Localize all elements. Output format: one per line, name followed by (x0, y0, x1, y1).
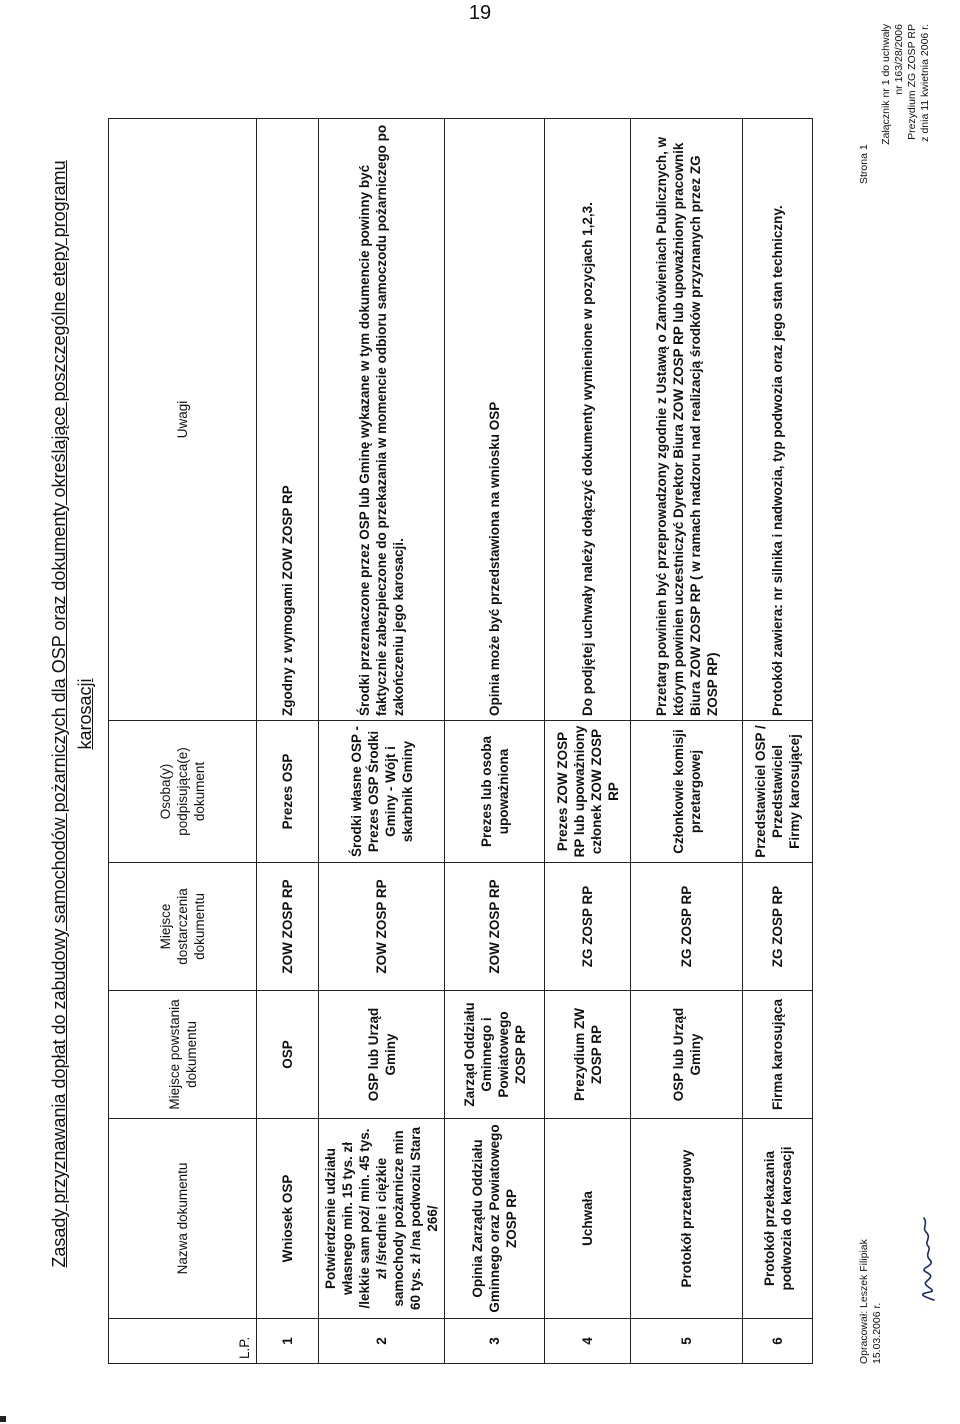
cell-uwagi: Protokół zawiera: nr silnika i nadwozia, typ podwozia oraz jego stan techniczny. (743, 119, 813, 721)
cell-miejsce: OSP lub Urząd Gminy (319, 991, 445, 1119)
title-line-2: karosacji (75, 678, 95, 750)
table-row (545, 119, 631, 1364)
table-header-row (109, 119, 257, 1364)
cell-uwagi: Do podjętej uchwały należy dołączyć dokumenty wymienione w pozycjach 1,2,3. (545, 119, 631, 721)
cell-miejsce: Prezydium ZW ZOSP RP (545, 991, 631, 1119)
cell-osoba: Przedstawiciel OSP / Przedstawiciel Firmy karosującej (743, 721, 813, 863)
cell-uwagi: Opinia może być przedstawiona na wniosku OSP (445, 119, 545, 721)
table-row (319, 119, 445, 1364)
documents-table (108, 118, 813, 1364)
cell-osoba: Członkowie komisji przetargowej (631, 721, 743, 863)
scan-mark (0, 1416, 6, 1422)
cell-dostarczenia: ZOW ZOSP RP (319, 863, 445, 991)
cell-uwagi: Zgodny z wymogami ZOW ZOSP RP (257, 119, 319, 721)
footer-date: 15.03.2006 r. (871, 1302, 883, 1364)
cell-lp: 1 (257, 1319, 319, 1364)
table-row (631, 119, 743, 1364)
cell-dostarczenia: ZG ZOSP RP (743, 863, 813, 991)
cell-nazwa: Potwierdzenie udziału własnego min. 15 tys. zł /lekkie sam poż/ min. 45 tys. zł /średnie i ciężkie samochody pożarnicze min 60 tys. zł /na podwoziu Stara 266/ (319, 1119, 445, 1319)
cell-lp: 3 (445, 1319, 545, 1364)
cell-miejsce: OSP lub Urząd Gminy (631, 991, 743, 1119)
header-nazwa: Nazwa dokumentu (109, 1119, 257, 1319)
table-row (445, 119, 545, 1364)
cell-miejsce: Zarząd Oddziału Gminnego i Powiatowego ZOSP RP (445, 991, 545, 1119)
table-row (257, 119, 319, 1364)
cell-osoba: Prezes OSP (257, 721, 319, 863)
header-lp: L.P. (109, 1319, 257, 1364)
cell-miejsce: Firma karosująca (743, 991, 813, 1119)
annex-line-2: nr 163/28/2006 (893, 24, 905, 95)
cell-dostarczenia: ZG ZOSP RP (545, 863, 631, 991)
cell-osoba: Prezes ZOW ZOSP RP lub upoważniony członek ZOW ZOSP RP (545, 721, 631, 863)
footer-author-name: Opracował: Leszek Filipiak (858, 1239, 870, 1364)
header-uwagi: Uwagi (109, 119, 257, 721)
annex-line-4: z dnia 11 kwietnia 2006 r. (919, 24, 931, 142)
header-osoba: Osoba(y) podpisująca(e) dokument (109, 721, 257, 863)
cell-nazwa: Protokół przetargowy (631, 1119, 743, 1319)
cell-lp: 6 (743, 1319, 813, 1364)
document-title (46, 64, 98, 1364)
table-row (743, 119, 813, 1364)
cell-osoba: Prezes lub osoba upoważniona (445, 721, 545, 863)
annex-line-3: Prezydium ZG ZOSP RP (906, 24, 918, 140)
cell-lp: 2 (319, 1319, 445, 1364)
signature-image (912, 1214, 942, 1304)
cell-miejsce: OSP (257, 991, 319, 1119)
cell-nazwa: Opinia Zarządu Oddziału Gminnego oraz Powiatowego ZOSP RP (445, 1119, 545, 1319)
header-miejsce: Miejsce powstania dokumentu (109, 991, 257, 1119)
footer-page-label: Strona 1 (858, 144, 870, 184)
cell-lp: 5 (631, 1319, 743, 1364)
annex-line-1: Załącznik nr 1 do uchwały (880, 24, 892, 145)
cell-osoba: Środki własne OSP - Prezes OSP Środki Gminy - Wójt i skarbnik Gminy (319, 721, 445, 863)
cell-nazwa: Wniosek OSP (257, 1119, 319, 1319)
header-dostarczenia: Miejsce dostarczenia dokumentu (109, 863, 257, 991)
title-line-1: Zasady przyznawania dopłat do zabudowy samochodów pożarniczych dla OSP oraz dokumenty określające poszczególne etepy programu (49, 160, 69, 1268)
footer-author (858, 1239, 884, 1364)
cell-uwagi: Przetarg powinien być przeprowadzony zgodnie z Ustawą o Zamówieniach Publicznych, w którym powinien uczestniczyć Dyrektor Biura ZOW ZOSP RP lub upoważniony pracownik Biura ZOW ZOSP RP ( w ramach nadzoru nad realizacją środków przyznanych przez ZG ZOSP RP) (631, 119, 743, 721)
cell-lp: 4 (545, 1319, 631, 1364)
cell-nazwa: Uchwała (545, 1119, 631, 1319)
page-number: 19 (468, 2, 492, 24)
cell-nazwa: Protokół przekazania podwozia do karosacji (743, 1119, 813, 1319)
cell-dostarczenia: ZOW ZOSP RP (257, 863, 319, 991)
cell-dostarczenia: ZOW ZOSP RP (445, 863, 545, 991)
cell-dostarczenia: ZG ZOSP RP (631, 863, 743, 991)
cell-uwagi: Środki przeznaczone przez OSP lub Gminę wykazane w tym dokumencie powinny być faktycznie zabezpieczone do przekazania w momencie odbioru samoczodu pożarniczego po zakończeniu jego karosacji. (319, 119, 445, 721)
annex-reference (880, 24, 932, 274)
